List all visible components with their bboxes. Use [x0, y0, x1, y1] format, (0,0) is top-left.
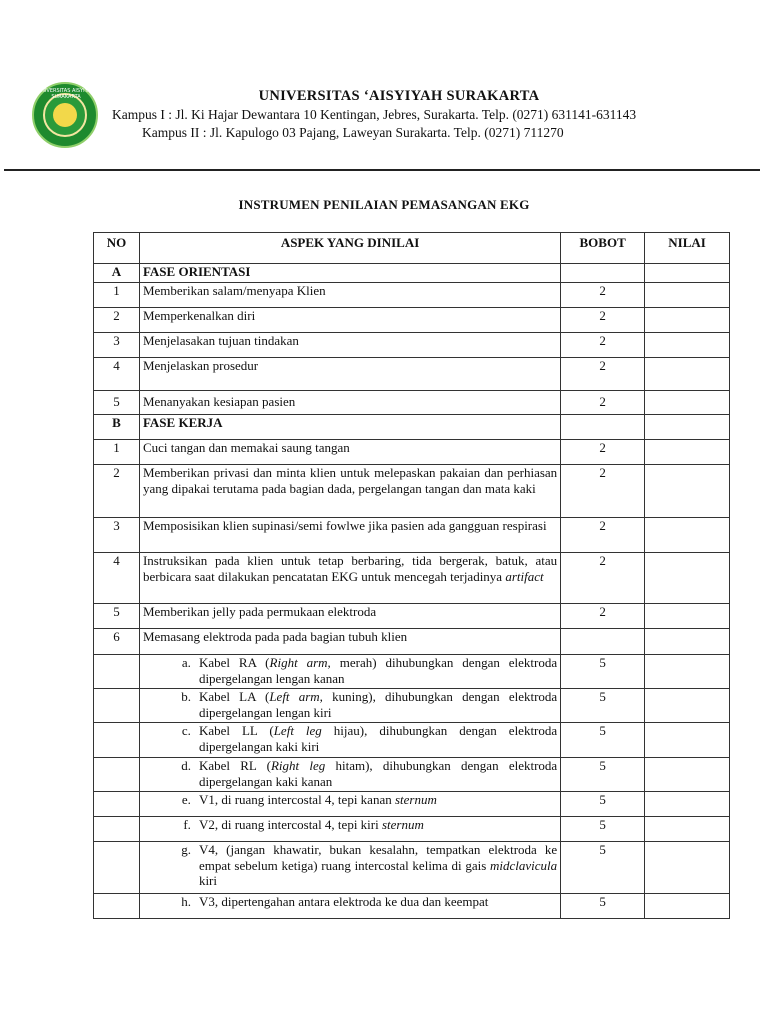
nilai-cell[interactable]: [645, 283, 730, 308]
table-row: e. V1, di ruang intercostal 4, tepi kanan sternum 5: [94, 792, 730, 817]
table-row: a. Kabel RA (Right arm, merah) dihubungkan dengan elektroda dipergelangan lengan kanan 5: [94, 655, 730, 689]
table-row: 3 Memposisikan klien supinasi/semi fowlwe jika pasien ada gangguan respirasi 2: [94, 518, 730, 553]
col-header-no: NO: [94, 233, 140, 264]
header-divider: [4, 169, 760, 171]
table-row: 2 Memberikan privasi dan minta klien untuk melepaskan pakaian dan perhiasan yang dipakai terutama pada bagian dada, pergelangan tangan dan mata kaki 2: [94, 465, 730, 518]
nilai-cell[interactable]: [645, 689, 730, 723]
nilai-cell[interactable]: [645, 553, 730, 604]
nilai-cell[interactable]: [645, 465, 730, 518]
col-header-bobot: BOBOT: [561, 233, 645, 264]
nilai-cell[interactable]: [645, 604, 730, 629]
nilai-cell[interactable]: [645, 723, 730, 758]
nilai-cell[interactable]: [645, 518, 730, 553]
table-row: 6 Memasang elektroda pada pada bagian tubuh klien: [94, 629, 730, 655]
table-row: 4 Instruksikan pada klien untuk tetap berbaring, tida bergerak, batuk, atau berbicara saat dilakukan pencatatan EKG untuk mencegah terjadinya artifact 2: [94, 553, 730, 604]
table-row: d. Kabel RL (Right leg hitam), dihubungkan dengan elektroda dipergelangan kaki kanan 5: [94, 758, 730, 792]
nilai-cell[interactable]: [645, 758, 730, 792]
campus-1-address: Kampus I : Jl. Ki Hajar Dewantara 10 Kentingan, Jebres, Surakarta. Telp. (0271) 631141-631143: [112, 107, 637, 122]
table-row: g. V4, (jangan khawatir, bukan kesalahn, tempatkan elektroda ke empat sebelum ketiga) ruang intercostal kelima di gais midclavicula kiri 5: [94, 842, 730, 894]
table-header-row: [94, 233, 730, 264]
nilai-cell[interactable]: [645, 391, 730, 415]
assessment-table: [93, 232, 730, 919]
nilai-cell[interactable]: [645, 629, 730, 655]
table-row: 1 Memberikan salam/menyapa Klien 2: [94, 283, 730, 308]
nilai-cell[interactable]: [645, 333, 730, 358]
university-name: UNIVERSITAS ‘AISYIYAH SURAKARTA: [258, 88, 540, 104]
nilai-cell[interactable]: [645, 842, 730, 894]
letterhead: [0, 0, 768, 170]
document-title: INSTRUMEN PENILAIAN PEMASANGAN EKG: [238, 197, 530, 212]
table-row: 1 Cuci tangan dan memakai saung tangan 2: [94, 440, 730, 465]
table-row: b. Kabel LA (Left arm, kuning), dihubungkan dengan elektroda dipergelangan lengan kiri 5: [94, 689, 730, 723]
table-row: 5 Memberikan jelly pada permukaan elektroda 2: [94, 604, 730, 629]
nilai-cell[interactable]: [645, 655, 730, 689]
nilai-cell[interactable]: [645, 817, 730, 842]
nilai-cell[interactable]: [645, 440, 730, 465]
section-row-b: B FASE KERJA: [94, 415, 730, 440]
col-header-aspek: ASPEK YANG DINILAI: [139, 233, 560, 264]
nilai-cell[interactable]: [645, 792, 730, 817]
university-logo: UNIVERSITAS AISYIYAH SURAKARTA: [32, 82, 98, 148]
nilai-cell[interactable]: [645, 308, 730, 333]
table-row: 4 Menjelaskan prosedur 2: [94, 358, 730, 391]
table-row: f. V2, di ruang intercostal 4, tepi kiri sternum 5: [94, 817, 730, 842]
table-row: c. Kabel LL (Left leg hijau), dihubungkan dengan elektroda dipergelangan kaki kiri 5: [94, 723, 730, 758]
table-row: 2 Memperkenalkan diri 2: [94, 308, 730, 333]
table-row: 5 Menanyakan kesiapan pasien 2: [94, 391, 730, 415]
nilai-cell[interactable]: [645, 894, 730, 919]
section-row-a: A FASE ORIENTASI: [94, 264, 730, 283]
campus-2-address: Kampus II : Jl. Kapulogo 03 Pajang, Laweyan Surakarta. Telp. (0271) 711270: [142, 125, 564, 140]
nilai-cell[interactable]: [645, 358, 730, 391]
col-header-nilai: NILAI: [645, 233, 730, 264]
table-row: h. V3, dipertengahan antara elektroda ke dua dan keempat 5: [94, 894, 730, 919]
table-row: 3 Menjelasakan tujuan tindakan 2: [94, 333, 730, 358]
